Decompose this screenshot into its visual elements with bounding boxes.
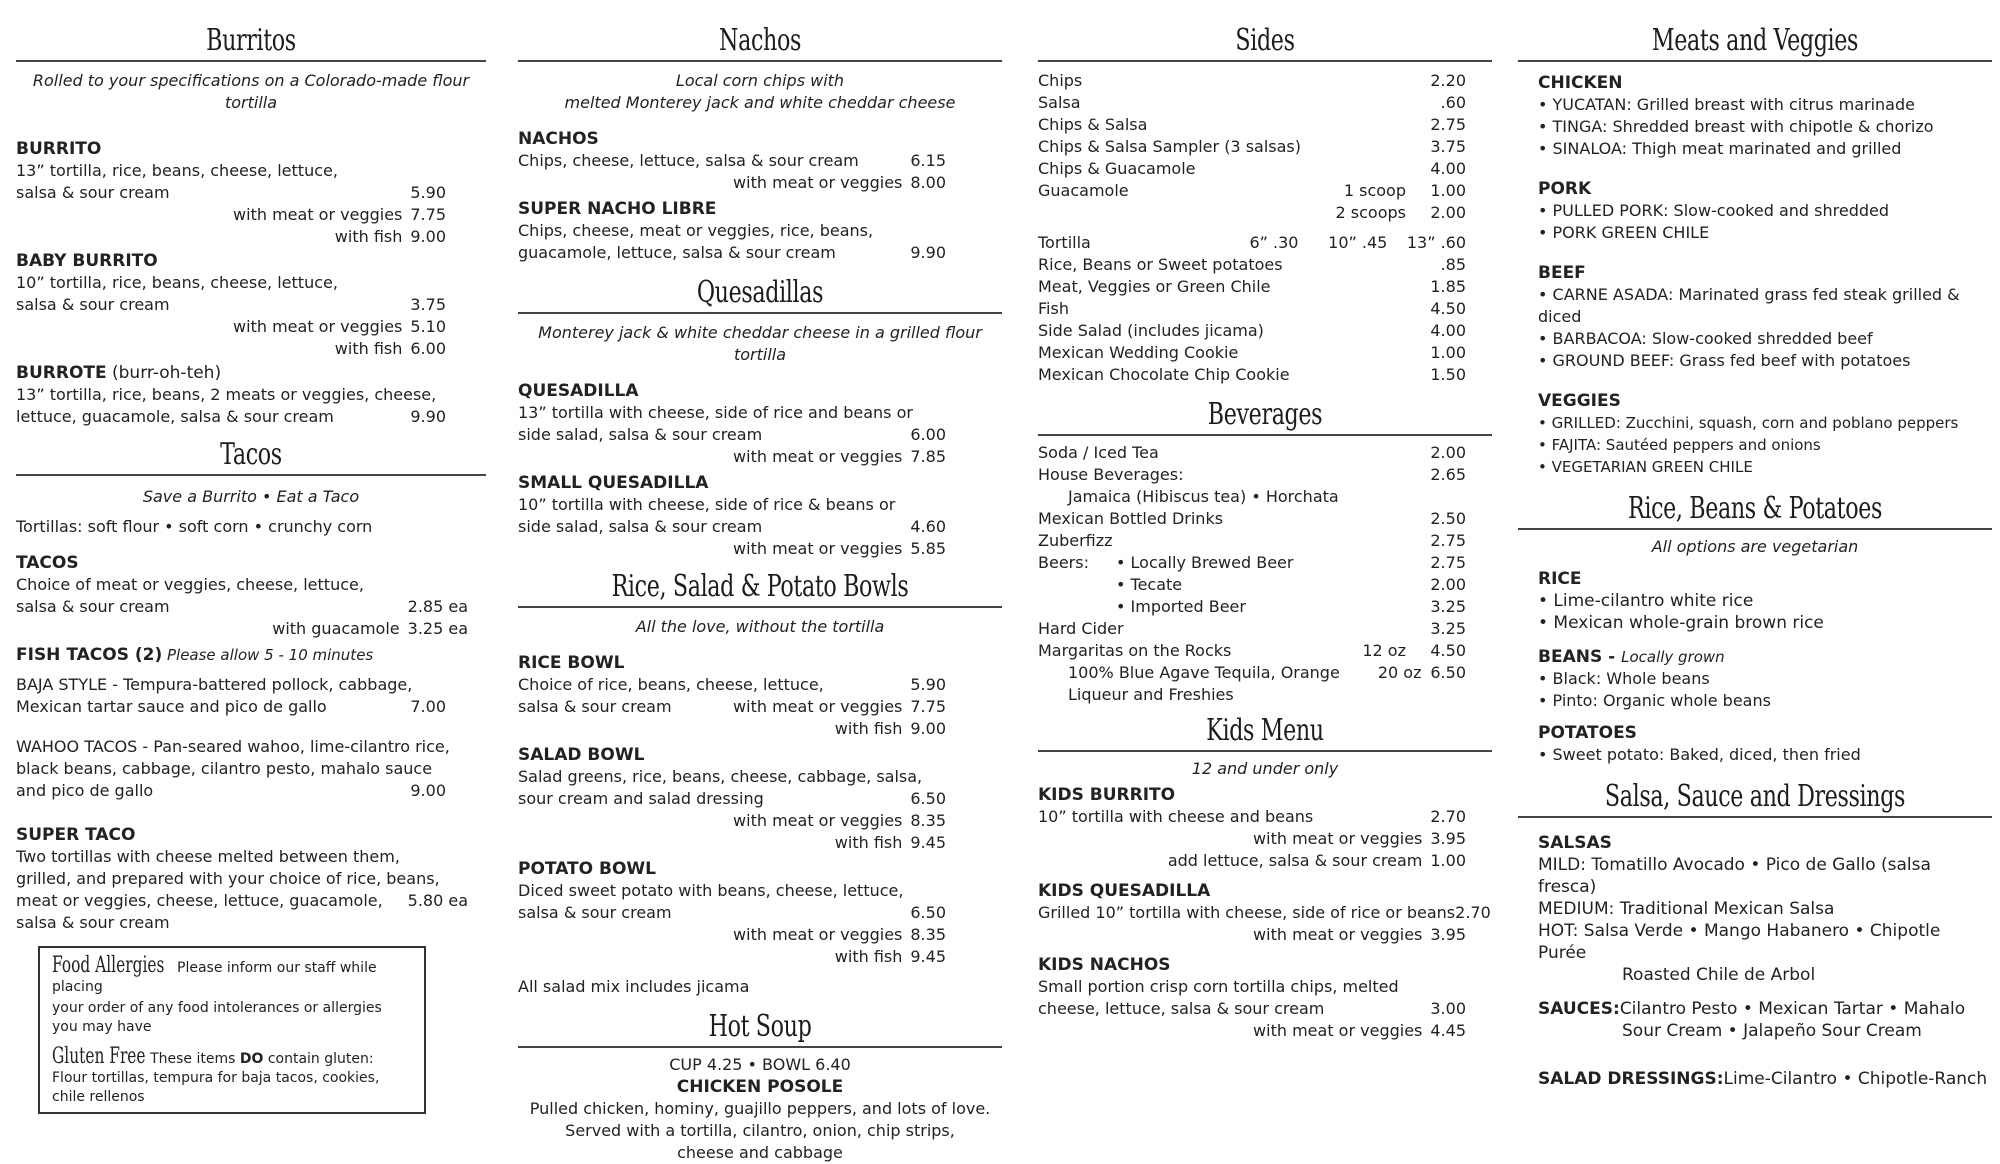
item-desc: side salad, salsa & sour cream [518, 517, 763, 536]
item-desc: salsa & sour cream [518, 903, 672, 922]
item-subtitle: (burr-oh-teh) [106, 363, 222, 383]
side-name: Chips [1038, 71, 1083, 90]
side-price: 1.50 [1430, 365, 1466, 384]
group-title: BEEF [1538, 263, 1586, 283]
sides-row [1038, 276, 1466, 298]
sides-row [1038, 92, 1466, 114]
extra-label: with meat or veggies [733, 173, 903, 192]
extra-label: with meat or veggies [733, 811, 903, 830]
item-price: 2.70 [1430, 807, 1466, 826]
rice-intro: All options are vegetarian [1651, 537, 1859, 556]
bev-name: House Beverages: [1038, 465, 1184, 484]
burritos-intro: Rolled to your specifications on a Colorado-made flour tortilla [32, 71, 470, 112]
item-title: KIDS NACHOS [1038, 955, 1171, 975]
side-price: 2.75 [1430, 115, 1466, 134]
salsa-hot: HOT: Salsa Verde • Mango Habanero • Chipotle Purée [1538, 921, 1941, 963]
sides-list [1038, 70, 1466, 224]
column-nachos-quesadillas-bowls [518, 0, 1002, 1164]
extra-label: with fish [834, 947, 903, 966]
item-title: SUPER NACHO LIBRE [518, 199, 717, 219]
food-allergies-heading: Food Allergies [52, 953, 165, 978]
bev-name: Soda / Iced Tea [1038, 443, 1159, 462]
group-subtitle: Locally grown [1621, 648, 1725, 666]
item-price: 3.75 [410, 295, 446, 314]
menu-item-kids-nachos [1038, 954, 1466, 1042]
group-item: • Mexican whole-grain brown rice [1538, 613, 1824, 633]
sides-row [1038, 180, 1466, 202]
group-item: • Pinto: Organic whole beans [1538, 691, 1771, 710]
bev-name: Mexican Bottled Drinks [1038, 509, 1224, 528]
extra-price: 7.75 [910, 697, 946, 716]
menu-item-potato-bowl [518, 858, 1002, 968]
side-name [1038, 202, 1296, 224]
bowls-intro: All the love, without the tortilla [635, 617, 885, 636]
item-desc: cheese, lettuce, salsa & sour cream [1038, 999, 1325, 1018]
item-price: 3.00 [1430, 999, 1466, 1018]
group-title: VEGGIES [1538, 391, 1621, 411]
item-desc: Chips, cheese, lettuce, salsa & sour cream [518, 151, 859, 170]
group-item: • SINALOA: Thigh meat marinated and grilled [1538, 139, 1902, 158]
divider [16, 60, 486, 62]
menu-item-nachos [518, 128, 1002, 194]
item-desc: salsa & sour cream [16, 183, 170, 202]
extra-label: with meat or veggies [733, 697, 903, 716]
item-desc: salsa & sour cream [16, 295, 170, 314]
item-desc: BAJA STYLE - Tempura-battered pollock, cabbage, [16, 675, 413, 694]
quesadillas-intro: Monterey jack & white cheddar cheese in a grilled flour tortilla [538, 323, 982, 364]
item-price: 9.90 [410, 407, 446, 426]
extra-price: 5.85 [910, 539, 946, 558]
group-title: RICE [1538, 569, 1582, 589]
side-name: Guacamole [1038, 181, 1129, 200]
bev-name: Hard Cider [1038, 619, 1124, 638]
soup-sizes: CUP 4.25 • BOWL 6.40 [669, 1055, 851, 1074]
extra-label: with fish [334, 227, 403, 246]
item-price: 6.50 [910, 903, 946, 922]
bev-price: 2.50 [1430, 509, 1466, 528]
sides-row [1038, 364, 1466, 386]
allergy-text: your order of any food intolerances or allergies [52, 1000, 382, 1016]
extra-price: 8.35 [910, 811, 946, 830]
group-item: • Black: Whole beans [1538, 669, 1710, 688]
sides-row [1038, 158, 1466, 180]
gluten-text: contain gluten: [263, 1051, 374, 1067]
extra-price: 9.45 [910, 833, 946, 852]
item-title: BABY BURRITO [16, 251, 158, 271]
burritos-heading: Burritos [206, 23, 296, 58]
side-qty [1301, 136, 1408, 158]
item-price: 6.15 [910, 151, 946, 170]
item-desc: lettuce, guacamole, salsa & sour cream [16, 407, 334, 426]
allergy-notice-box [38, 946, 426, 1114]
side-price: 1.00 [1430, 343, 1466, 362]
beverages-heading: Beverages [1207, 397, 1323, 432]
beverages-list [1038, 442, 1466, 706]
extra-label: with meat or veggies [733, 539, 903, 558]
item-title: BURROTE [16, 363, 107, 383]
dressings-text: Lime-Cilantro • Chipotle-Ranch [1723, 1069, 1988, 1089]
divider [1038, 60, 1492, 62]
bev-name: Beers: [1038, 553, 1089, 572]
group-item: • Lime-cilantro white rice [1538, 591, 1754, 611]
item-price: 4.60 [910, 517, 946, 536]
sides-row [1038, 320, 1466, 342]
bev-price: 3.25 [1430, 597, 1466, 616]
divider [1038, 434, 1492, 436]
menu-item-rice-bowl [518, 652, 1002, 740]
tortilla-13: 13” .60 [1406, 233, 1467, 252]
extra-label: with guacamole [272, 619, 400, 638]
jicama-note: All salad mix includes jicama [518, 977, 750, 996]
sauces-label: SAUCES: [1538, 999, 1620, 1019]
salsa-heading: Salsa, Sauce and Dressings [1604, 779, 1906, 814]
item-price: 9.90 [910, 243, 946, 262]
item-desc: 10” tortilla, rice, beans, cheese, lettuce, [16, 273, 338, 292]
beer-name: • Locally Brewed Beer [1116, 553, 1294, 572]
sides-list-2 [1038, 254, 1466, 386]
bev-price: 3.25 [1430, 619, 1466, 638]
divider [16, 474, 486, 476]
column-sides-beverages-kids [1038, 0, 1492, 1042]
item-desc: Choice of rice, beans, cheese, lettuce, [518, 675, 824, 694]
beer-name: • Tecate [1116, 575, 1183, 594]
bev-size: 20 oz [1377, 663, 1422, 682]
menu-item-fish-tacos [16, 644, 486, 802]
item-title: POTATO BOWL [518, 859, 656, 879]
menu-item-quesadilla [518, 380, 1002, 468]
bev-price: 2.75 [1430, 553, 1466, 572]
item-desc: Chips, cheese, meat or veggies, rice, beans, [518, 221, 874, 240]
side-name: Side Salad (includes jicama) [1038, 321, 1264, 340]
item-title: RICE BOWL [518, 653, 625, 673]
item-desc: 13” tortilla with cheese, side of rice and beans or [518, 403, 913, 422]
menu-item-kids-burrito [1038, 784, 1466, 872]
side-name: Chips & Guacamole [1038, 159, 1196, 178]
menu-item-burrito [16, 138, 486, 248]
gluten-text: Flour tortillas, tempura for baja tacos, cookies, [52, 1070, 380, 1086]
item-desc: black beans, cabbage, cilantro pesto, mahalo sauce [16, 759, 433, 778]
item-title: SALAD BOWL [518, 745, 645, 765]
side-name: Salsa [1038, 93, 1081, 112]
group-title: CHICKEN [1538, 73, 1623, 93]
group-title: BEANS - [1538, 647, 1622, 667]
menu-item-super-taco [16, 824, 486, 934]
tacos-intro: Save a Burrito • Eat a Taco [142, 487, 360, 506]
hot-soup-heading: Hot Soup [708, 1009, 812, 1044]
item-desc: Diced sweet potato with beans, cheese, lettuce, [518, 881, 904, 900]
group-item: • PULLED PORK: Slow-cooked and shredded [1538, 201, 1890, 220]
quesadillas-heading: Quesadillas [696, 275, 824, 310]
tortilla-10: 10” .45 [1328, 233, 1388, 252]
salsa-hot-2: Roasted Chile de Arbol [1622, 965, 1816, 985]
tacos-heading: Tacos [220, 437, 282, 472]
extra-price: 7.75 [410, 205, 446, 224]
side-name: Mexican Wedding Cookie [1038, 343, 1239, 362]
extra-price: 9.00 [910, 719, 946, 738]
extra-label: with meat or veggies [1253, 829, 1423, 848]
tortilla-6: 6” .30 [1249, 233, 1299, 252]
item-desc: sour cream and salad dressing [518, 789, 764, 808]
item-desc: and pico de gallo [16, 781, 154, 800]
bowls-heading: Rice, Salad & Potato Bowls [611, 569, 909, 604]
side-price: 1.85 [1430, 277, 1466, 296]
bev-price: 2.00 [1430, 443, 1466, 462]
item-note: Please allow 5 - 10 minutes [162, 646, 374, 664]
group-title: PORK [1538, 179, 1592, 199]
salsa-medium: MEDIUM: Traditional Mexican Salsa [1538, 899, 1835, 919]
dressings-label: SALAD DRESSINGS: [1538, 1069, 1724, 1089]
divider [518, 1046, 1002, 1048]
beer-name: • Imported Beer [1116, 597, 1246, 616]
item-title: KIDS QUESADILLA [1038, 881, 1211, 901]
item-price: 5.80 ea [407, 891, 468, 910]
item-title: TACOS [16, 553, 79, 573]
bev-sub: Jamaica (Hibiscus tea) • Horchata [1068, 487, 1339, 506]
extra-label: with fish [834, 833, 903, 852]
divider [518, 312, 1002, 314]
gluten-do: DO [239, 1051, 264, 1067]
extra-label: add lettuce, salsa & sour cream [1167, 851, 1423, 870]
kids-menu-heading: Kids Menu [1206, 713, 1324, 748]
side-name: Chips & Salsa Sampler (3 salsas) [1038, 137, 1301, 156]
item-desc: Salad greens, rice, beans, cheese, cabbage, salsa, [518, 767, 923, 786]
salsa-list [1518, 832, 1992, 1090]
extra-price: 3.25 ea [407, 619, 468, 638]
item-title: QUESADILLA [518, 381, 639, 401]
nachos-intro: melted Monterey jack and white cheddar cheese [564, 93, 956, 112]
group-title: SALSAS [1538, 833, 1612, 853]
soup-desc: Served with a tortilla, cilantro, onion, chip strips, [565, 1121, 955, 1140]
bev-desc: Liqueur and Freshies [1068, 685, 1234, 704]
sides-row [1038, 70, 1466, 92]
sides-row [1038, 136, 1466, 158]
extra-label: with fish [834, 719, 903, 738]
allergy-text: Please inform our staff while placing [52, 960, 377, 995]
rice-beans-list [1518, 568, 1992, 766]
rice-beans-potatoes-heading: Rice, Beans & Potatoes [1627, 491, 1882, 526]
item-desc: salsa & sour cream [16, 597, 170, 616]
side-price: .60 [1440, 93, 1466, 112]
sauces-list-text: Sour Cream • Jalapeño Sour Cream [1622, 1021, 1922, 1041]
bev-size: 12 oz [1362, 641, 1406, 660]
divider [518, 60, 1002, 62]
divider [1518, 60, 1992, 62]
side-price: 4.50 [1430, 299, 1466, 318]
column-meats-rice-salsa [1518, 0, 1992, 1090]
side-name: Mexican Chocolate Chip Cookie [1038, 365, 1290, 384]
extra-label: with meat or veggies [733, 925, 903, 944]
gluten-free-heading: Gluten Free [52, 1044, 146, 1069]
extra-price: 9.00 [410, 227, 446, 246]
group-item: • TINGA: Shredded breast with chipotle & chorizo [1538, 117, 1934, 136]
column-burritos-tacos [16, 0, 486, 934]
item-title: NACHOS [518, 129, 599, 149]
item-desc: 10” tortilla with cheese and beans [1038, 807, 1314, 826]
item-title: SMALL QUESADILLA [518, 473, 709, 493]
extra-label: with meat or veggies [233, 317, 403, 336]
item-price: 2.70 [1455, 903, 1491, 922]
side-qty: 1 scoop [1343, 181, 1406, 200]
meats-veggies-heading: Meats and Veggies [1651, 23, 1859, 58]
sides-row [1038, 342, 1466, 364]
item-price: 9.00 [410, 781, 446, 800]
side-qty [1296, 70, 1406, 92]
item-desc: Choice of meat or veggies, cheese, lettuce, [16, 575, 364, 594]
group-item: • Sweet potato: Baked, diced, then fried [1538, 745, 1861, 764]
menu-item-baby-burrito [16, 250, 486, 360]
group-item: • YUCATAN: Grilled breast with citrus marinade [1538, 95, 1915, 114]
item-price: 6.50 [910, 789, 946, 808]
item-price: 5.90 [910, 675, 946, 694]
side-price: 3.75 [1430, 137, 1466, 156]
side-name: Meat, Veggies or Green Chile [1038, 277, 1271, 296]
side-price: 4.00 [1430, 159, 1466, 178]
extra-price: 3.95 [1430, 829, 1466, 848]
sides-row [1038, 202, 1466, 224]
side-name: Tortilla [1038, 233, 1091, 252]
extra-label: with meat or veggies [1253, 1021, 1423, 1040]
item-desc: Grilled 10” tortilla with cheese, side of rice or beans [1038, 903, 1456, 922]
bev-price: 2.00 [1430, 575, 1466, 594]
extra-label: with meat or veggies [233, 205, 403, 224]
extra-price: 8.35 [910, 925, 946, 944]
group-item: • CARNE ASADA: Marinated grass fed steak grilled & diced [1538, 285, 1960, 326]
bev-price: 6.50 [1430, 663, 1466, 682]
extra-price: 4.45 [1430, 1021, 1466, 1040]
menu-item-super-nacho-libre [518, 198, 1002, 264]
extra-price: 7.85 [910, 447, 946, 466]
divider [1518, 816, 1992, 818]
item-desc: side salad, salsa & sour cream [518, 425, 763, 444]
bev-price: 2.75 [1430, 531, 1466, 550]
item-title: KIDS BURRITO [1038, 785, 1176, 805]
group-title: POTATOES [1538, 723, 1637, 743]
nachos-intro: Local corn chips with [675, 71, 845, 90]
soup-title: CHICKEN POSOLE [676, 1077, 844, 1097]
menu-item-small-quesadilla [518, 472, 1002, 560]
extra-label: with fish [334, 339, 403, 358]
item-desc: 13” tortilla, rice, beans, 2 meats or veggies, cheese, [16, 385, 437, 404]
extra-price: 3.95 [1430, 925, 1466, 944]
sides-row [1038, 114, 1466, 136]
bev-name: Zuberfizz [1038, 531, 1113, 550]
bev-name: Margaritas on the Rocks [1038, 641, 1232, 660]
extra-price: 1.00 [1430, 851, 1466, 870]
soup-desc: Pulled chicken, hominy, guajillo peppers, and lots of love. [529, 1099, 991, 1118]
side-qty [1296, 92, 1406, 114]
kids-intro: 12 and under only [1191, 759, 1339, 778]
sauces-list-text: Cilantro Pesto • Mexican Tartar • Mahalo [1619, 999, 1966, 1019]
side-price: 2.20 [1430, 71, 1466, 90]
item-desc: Two tortillas with cheese melted between them, [16, 847, 400, 866]
gluten-text: chile rellenos [52, 1089, 145, 1105]
gluten-text: These items [145, 1051, 240, 1067]
side-qty [1296, 114, 1406, 136]
sides-heading: Sides [1235, 23, 1295, 58]
item-title: BURRITO [16, 139, 102, 159]
divider [1038, 750, 1492, 752]
item-title: FISH TACOS (2) [16, 645, 163, 665]
nachos-heading: Nachos [719, 23, 801, 58]
group-item: • BARBACOA: Slow-cooked shredded beef [1538, 329, 1873, 348]
sides-row [1038, 254, 1466, 276]
item-price: 5.90 [410, 183, 446, 202]
soup-desc: cheese and cabbage [677, 1143, 843, 1162]
divider [518, 606, 1002, 608]
side-name: Rice, Beans or Sweet potatoes [1038, 255, 1283, 274]
extra-label: with meat or veggies [733, 447, 903, 466]
item-desc: grilled, and prepared with your choice of rice, beans, [16, 869, 440, 888]
bev-price: 4.50 [1430, 641, 1466, 660]
extra-price: 8.00 [910, 173, 946, 192]
extra-price: 6.00 [410, 339, 446, 358]
side-name: Chips & Salsa [1038, 115, 1148, 134]
item-desc: salsa & sour cream [518, 697, 672, 716]
item-title: SUPER TACO [16, 825, 136, 845]
item-price: 2.85 ea [407, 597, 468, 616]
menu-item-burrote [16, 362, 486, 428]
bev-price: 2.65 [1430, 465, 1466, 484]
side-name: Fish [1038, 299, 1069, 318]
allergy-text: you may have [52, 1019, 152, 1035]
item-price: 6.00 [910, 425, 946, 444]
menu-item-tacos [16, 552, 486, 640]
menu-item-salad-bowl [518, 744, 1002, 854]
group-item: • GROUND BEEF: Grass fed beef with potatoes [1538, 351, 1911, 370]
group-item: • VEGETARIAN GREEN CHILE [1538, 458, 1753, 476]
tortilla-options: Tortillas: soft flour • soft corn • crunchy corn [16, 517, 373, 536]
extra-label: with meat or veggies [1253, 925, 1423, 944]
group-item: • PORK GREEN CHILE [1538, 223, 1710, 242]
item-desc: 13” tortilla, rice, beans, cheese, lettuce, [16, 161, 338, 180]
divider [1518, 528, 1992, 530]
item-desc: meat or veggies, cheese, lettuce, guacamole, [16, 891, 383, 910]
item-desc: WAHOO TACOS - Pan-seared wahoo, lime-cilantro rice, [16, 737, 450, 756]
side-qty [1296, 158, 1406, 180]
item-desc: guacamole, lettuce, salsa & sour cream [518, 243, 836, 262]
group-item: • GRILLED: Zucchini, squash, corn and poblano peppers [1538, 414, 1959, 432]
meat-groups [1518, 72, 1992, 478]
side-price: 1.00 [1430, 181, 1466, 200]
item-price: 7.00 [410, 697, 446, 716]
menu-item-kids-quesadilla [1038, 880, 1491, 946]
side-price: .85 [1440, 255, 1466, 274]
item-desc: Small portion crisp corn tortilla chips, melted [1038, 977, 1399, 996]
side-qty: 2 scoops [1335, 203, 1406, 222]
side-price: 4.00 [1430, 321, 1466, 340]
group-item: • FAJITA: Sautéed peppers and onions [1538, 436, 1821, 454]
item-desc: Mexican tartar sauce and pico de gallo [16, 697, 327, 716]
extra-price: 5.10 [410, 317, 446, 336]
side-price: 2.00 [1430, 203, 1466, 222]
sides-row [1038, 298, 1466, 320]
item-desc: 10” tortilla with cheese, side of rice & beans or [518, 495, 896, 514]
bev-desc: 100% Blue Agave Tequila, Orange [1068, 663, 1340, 682]
item-desc: salsa & sour cream [16, 913, 170, 932]
sides-row-tortilla [1038, 232, 1466, 254]
extra-price: 9.45 [910, 947, 946, 966]
salsa-mild: MILD: Tomatillo Avocado • Pico de Gallo (salsa fresca) [1538, 855, 1931, 897]
